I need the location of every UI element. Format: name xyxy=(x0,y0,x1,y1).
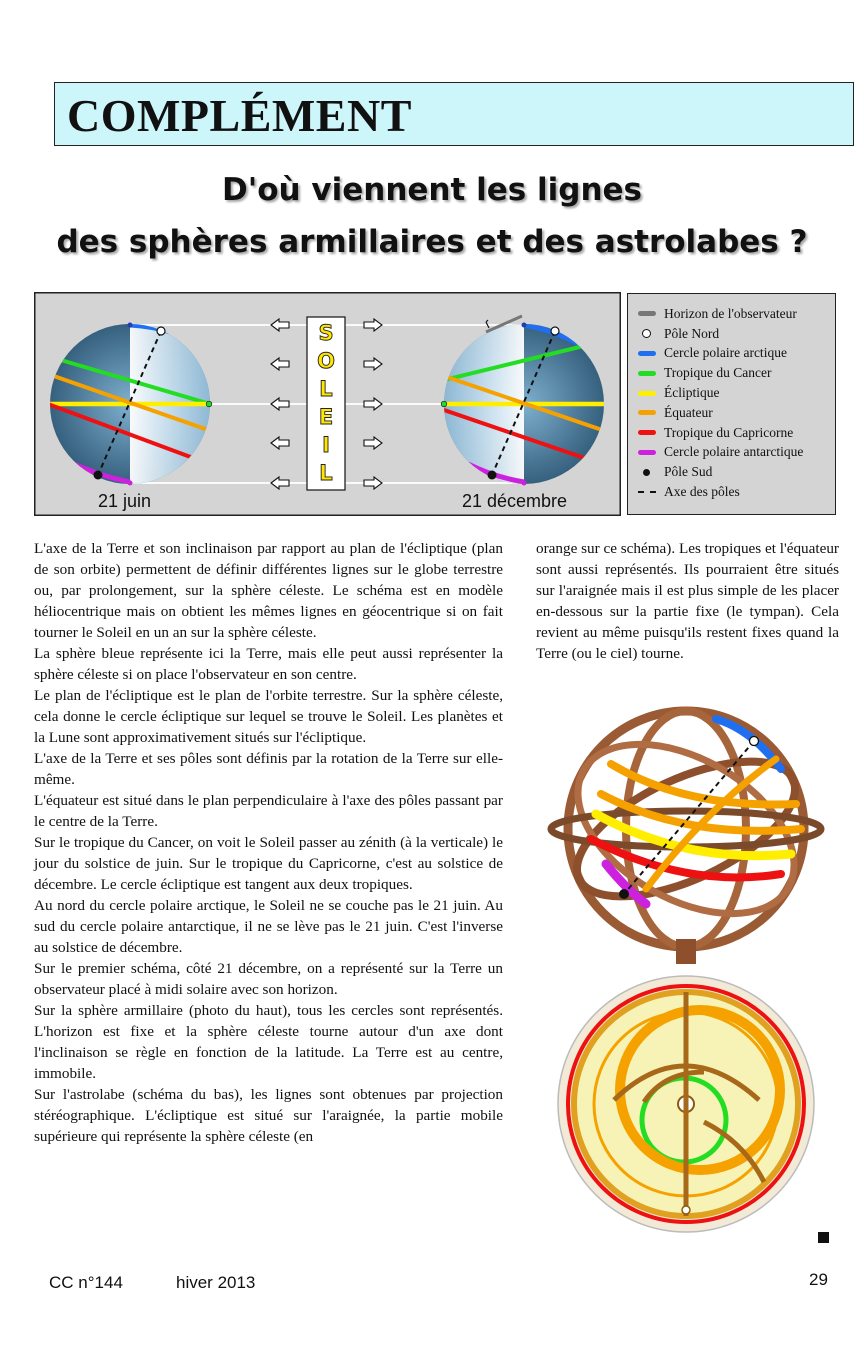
astrolabe-diagram xyxy=(554,972,818,1236)
legend-swatch-ecliptic xyxy=(638,391,656,396)
legend-swatch-cancer xyxy=(638,371,656,376)
legend-item xyxy=(638,363,831,383)
legend-swatch-antarctic xyxy=(638,450,656,455)
solstice-diagram xyxy=(34,292,621,516)
label-december: 21 décembre xyxy=(462,491,568,511)
legend-item xyxy=(638,443,831,463)
sun-letter: I xyxy=(322,433,330,457)
legend-label: Pôle Nord xyxy=(664,325,720,341)
legend-swatch-axis xyxy=(638,491,656,493)
body-paragraph: Sur la sphère armillaire (photo du haut), tous les cercles sont représentés. L'horizon est fixe et la sphère céleste tourne autour d'un axe dont l'inclinaison se règle en fonction de la latitude. La Terre est au centre, immobile. xyxy=(34,1002,503,1082)
legend-item xyxy=(638,304,831,324)
body-column-left xyxy=(34,538,503,1147)
body-column-right xyxy=(536,538,839,664)
body-paragraph: Au nord du cercle polaire arctique, le Soleil ne se couche pas le 21 juin. Au sud du cercle polaire antarctique, il ne se lève pas le 21 juin. C'est l'inverse au solstice de décembre. xyxy=(34,897,503,956)
legend-label: Tropique du Capricorne xyxy=(664,424,794,440)
body-paragraph: Le plan de l'écliptique est le plan de l'orbite terrestre. Sur la sphère céleste, cela donne le cercle écliptique sur lequel se trouve le Soleil. Les planètes et la Lune sont approximativement situés sur l'écliptique. xyxy=(34,687,503,746)
legend-swatch-north-pole xyxy=(642,329,651,338)
headline-line-1: D'où viennent les lignes xyxy=(222,172,642,208)
page-number: 29 xyxy=(809,1270,828,1289)
sun-letter: L xyxy=(319,461,333,485)
footer-issue: CC n°144 xyxy=(49,1273,123,1292)
diagram-legend xyxy=(627,293,836,515)
legend-item xyxy=(638,462,831,482)
legend-swatch-equator xyxy=(638,410,656,415)
legend-item xyxy=(638,482,831,502)
legend-swatch-south-pole xyxy=(643,469,650,476)
legend-label: Tropique du Cancer xyxy=(664,365,772,381)
body-paragraph: L'équateur est situé dans le plan perpendiculaire à l'axe des pôles passant par le centre de la Terre. xyxy=(34,792,503,830)
sun-letter: S xyxy=(318,321,334,345)
body-paragraph: Sur le tropique du Cancer, on voit le Soleil passer au zénith (à la verticale) le jour du solstice de juin. Sur le tropique du Capricorne, c'est au solstice de décembre. Le cercle écliptique est tangent aux deux tropiques. xyxy=(34,834,503,893)
footer-season: hiver 2013 xyxy=(176,1273,256,1292)
section-banner xyxy=(54,82,854,146)
end-of-article-mark xyxy=(818,1232,829,1243)
legend-label: Écliptique xyxy=(664,385,720,401)
legend-label: Cercle polaire arctique xyxy=(664,345,787,361)
legend-swatch-capricorn xyxy=(638,430,656,435)
headline-line-2: des sphères armillaires et des astrolabes ? xyxy=(56,224,808,260)
body-paragraph: Sur le premier schéma, côté 21 décembre, on a représenté sur la Terre un observateur placé à midi solaire avec son horizon. xyxy=(34,960,503,998)
legend-label: Horizon de l'observateur xyxy=(664,305,797,321)
legend-item xyxy=(638,344,831,364)
sun-letter: L xyxy=(319,377,333,401)
legend-swatch-arctic xyxy=(638,351,656,356)
legend-label: Équateur xyxy=(664,404,713,420)
legend-item xyxy=(638,383,831,403)
body-paragraph: La sphère bleue représente ici la Terre, mais elle peut aussi représenter la sphère céleste si on place l'observateur en son centre. xyxy=(34,645,503,683)
legend-item xyxy=(638,324,831,344)
sun-letter: O xyxy=(317,349,335,373)
legend-item xyxy=(638,403,831,423)
body-paragraph: orange sur ce schéma). Les tropiques et l'équateur sont aussi représentés. Ils pourraient être situés sur l'araignée mais il est plus simple de les placer en-dessous sur la partie fixe (le tympan). Cela revient au même puisqu'ils restent fixes quand la Terre (ou le ciel) tourne. xyxy=(536,540,839,662)
legend-label: Cercle polaire antarctique xyxy=(664,444,804,460)
body-paragraph: Sur l'astrolabe (schéma du bas), les lignes sont obtenues par projection stéréographique. L'écliptique est situé sur l'araignée, la partie mobile supérieure qui représente la sphère céleste (en xyxy=(34,1086,503,1145)
legend-label: Pôle Sud xyxy=(664,464,713,480)
legend-label: Axe des pôles xyxy=(664,484,740,500)
label-june: 21 juin xyxy=(98,491,152,511)
legend-swatch-horizon xyxy=(638,311,656,316)
armillary-sphere-photo xyxy=(536,689,839,964)
sun-letter: E xyxy=(318,405,334,429)
section-title: COMPLÉMENT xyxy=(67,90,412,141)
legend-item xyxy=(638,423,831,443)
body-paragraph: L'axe de la Terre et ses pôles sont définis par la rotation de la Terre sur elle-même. xyxy=(34,750,503,788)
body-paragraph: L'axe de la Terre et son inclinaison par rapport au plan de l'écliptique (plan de son orbite) permettent de définir différentes lignes sur le globe terrestre ou, par prolongement, sur la sphère céleste. Le schéma est en modèle héliocentrique mais on obtient les mêmes lignes en géocentrique si on fait tourner le Soleil en un an sur la sphère céleste. xyxy=(34,540,503,641)
